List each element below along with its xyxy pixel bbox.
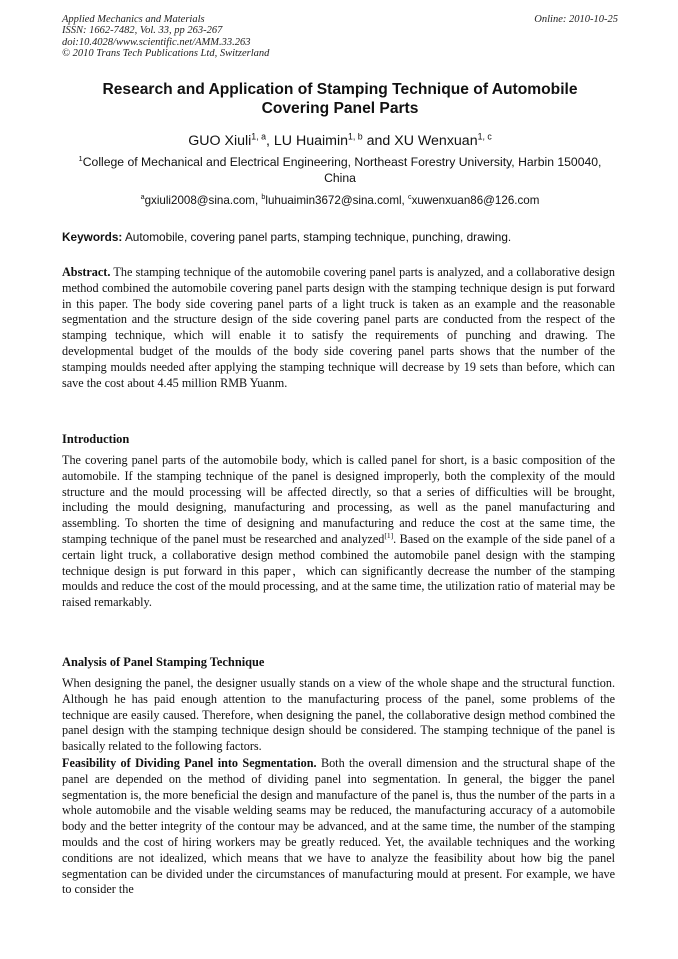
feasibility-label: Feasibility of Dividing Panel into Segmentation. [62,756,317,770]
journal-header [62,14,618,60]
paper-title [62,80,618,118]
author-3: XU Wenxuan [394,133,478,149]
author-list [62,132,618,150]
affiliation-marker: 1 [78,153,83,163]
abstract-label: Abstract. [62,265,111,279]
email-a-marker: a [140,192,145,202]
email-c-marker: c [408,192,412,202]
feasibility-text: Both the overall dimension and the structural shape of the panel are depended on the method of dividing panel into segmentation. In general, the bigger the panel segmentation is, the more beneficial the design and manufacture of the panel is, thus the number of the parts in a whole automobile and the visable welding seams may be reduced, the manufacturing accuracy of a automobile body and the better integrity of the contour may be advanced, and at the same time, the number of the stamping moulds and the cost of hiring workers may be greatly reduced. Yet, the available techniques and the working conditions are not idealized, which means that we have to analyze the feasibility about how big the panel segmentation can be divided under the circumstances of manufacturing mould at present. For example, we have to consider the [62,756,615,897]
author-1: GUO Xiuli [188,133,252,149]
analysis-heading: Analysis of Panel Stamping Technique [62,655,265,669]
keywords-text: Automobile, covering panel parts, stamping technique, punching, drawing. [122,230,512,244]
online-date: Online: 2010-10-25 [534,14,618,25]
author-3-affil: 1, c [477,131,492,142]
author-1-affil: 1, a [251,131,266,142]
copyright-line: © 2010 Trans Tech Publications Ltd, Switzerland [62,48,270,60]
affiliation [62,154,618,186]
email-b[interactable]: luhuaimin3672@sina.coml, [265,194,409,207]
introduction-text-2: . Based on the example of the side panel of a certain light truck, a collaborative design method combined the automobile panel design with the stamping technique design is put forward in this paper，which can significantly decrease the number of the stamping moulds and reduce the cost of the mould processing, and at the same time, the utilization ratio of material may be raised remarkably. [62,531,616,610]
author-sep-1: , [265,133,274,149]
email-c[interactable]: xuwenxuan86@126.com [411,194,540,207]
analysis-body: When designing the panel, the designer usually stands on a view of the whole shape and the structural function. Although he has paid enough attention to the manufacturing process of the panel, some problems of the technique are easily caused. Therefore, when designing the panel, the collaborative design method combined the panel design with the stamping technique design should be considered. The stamping technique of the panel is basically related to the following factors. [62,676,615,754]
keywords-label: Keywords: [62,230,123,244]
issn-line: ISSN: 1662-7482, Vol. 33, pp 263-267 [62,25,223,37]
journal-name: Applied Mechanics and Materials [62,14,205,25]
author-2: LU Huaimin [273,133,348,149]
introduction-text-1: The covering panel parts of the automobile body, which is called panel for short, is a basic composition of the automobile. If the stamping technique of the panel is designed improperly, both the complexity of the mould structure and the mould processing will be affected directly, so that a series of difficulties will be brought, including the mould designing, manufacturing and processing, as well as the panel manufacturing and assembling. To shorten the time of designing and manufacturing and reduce the cost at the same time, the stamping technique of the panel must be researched and analyzed [62,453,615,546]
abstract [62,265,615,391]
author-2-affil: 1, b [348,131,363,142]
feasibility-paragraph [62,756,615,898]
doi-line: doi:10.4028/www.scientific.net/AMM.33.263 [62,36,251,48]
title-line-2: Covering Panel Parts [261,100,419,117]
author-sep-2: and [362,133,395,149]
title-line-1: Research and Application of Stamping Technique of Automobile [102,81,578,98]
affiliation-text: College of Mechanical and Electrical Engineering, Northeast Forestry University, Harbin 150040, China [82,155,602,185]
keywords [62,230,618,245]
email-list [62,193,618,208]
introduction-heading: Introduction [62,432,130,446]
email-b-marker: b [261,192,266,202]
email-a[interactable]: gxiuli2008@sina.com, [144,194,262,207]
citation-ref-1[interactable]: [1] [384,530,394,540]
introduction-body [62,453,615,611]
abstract-text: The stamping technique of the automobile covering panel parts is analyzed, and a collaborative design method combined the automobile covering panel parts design with the stamping technique design is put forward in this paper. The body side covering panel parts of a light truck is taken as an example and the reasonable segmentation and the structure design of the side covering panel parts are conducted from the respect of the stamping technique, which will enable it to satisfy the requirements of punching and drawing. The developmental budget of the moulds of the body side covering panel parts shows that the number of the stamping moulds needed after applying the stamping technique will decrease by 19 sets than before, which can save the cost about 4.45 million RMB Yuanm. [62,265,615,390]
